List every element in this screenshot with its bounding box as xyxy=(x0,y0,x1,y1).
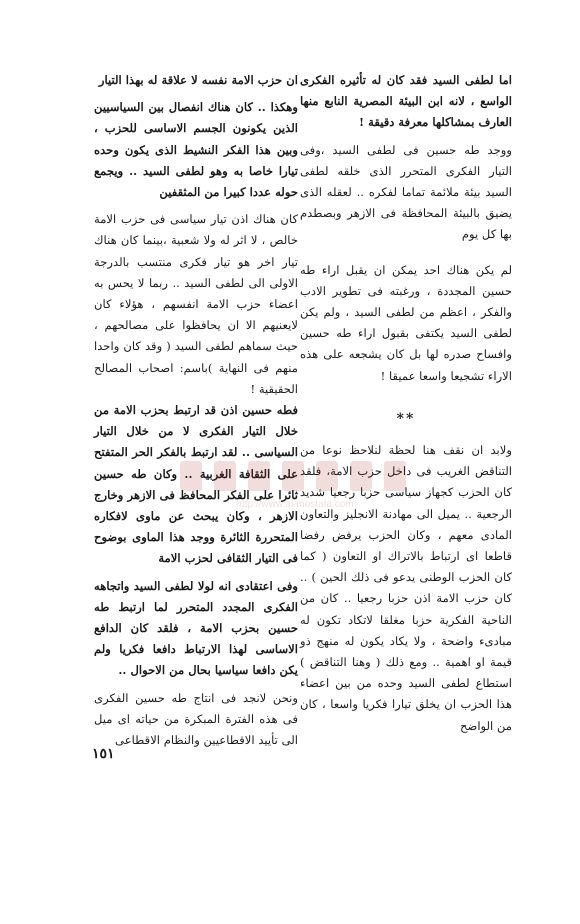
paragraph: فطه حسين اذن قد ارتبط بحزب الامة من خلال التيار الفكرى لا من خلال التيار السياسى .. لقد ارتبط بالفكر الحر المتفتح على الثقافة الغربية .. وكان طه حسين ثائرا على الفكر المحافظ فى الازهر وخارج الازهر ، وكان يبحث عن ماوى لافكاره المتحررة الثائرة ووجد هذا الماوى بوضوح فى التيار الثقافى لحزب الامة xyxy=(94,403,298,566)
paragraph: اما لطفى السيد فقد كان له تأثيره الفكرى الواسع ، لانه ابن البيئة المصرية النابع منها العارف بمشاكلها معرفة دقيقة ! xyxy=(300,73,512,130)
paragraph: كان هناك اذن تيار سياسى فى حزب الامة خالص ، لا اثر له ولا شعبية ،بينما كان هناك تيار اخر هو تيار فكرى منتسب بالدرجة الاولى الى لطفى السيد .. ربما لا يحس به اعضاء حزب الامة انفسهم ، هؤلاء كان لايعنيهم الا ان يحافظوا على مصالحهم ، حيث سماهم لطفى السيد ( وقد كان واحدا منهم فى النهاية )باسم: اصحاب المصالح الحقيقية ! xyxy=(94,212,298,396)
paragraph: ونحن لانجد فى انتاج طه حسين الفكرى فى هذه الفترة المبكرة من حياته اى ميل الى تأييد الاقطاعيين والنظام الاقطاعى xyxy=(94,690,298,748)
paragraph: ولابد ان نقف هنا لحظة لنلاحظ نوعا من التناقض الغريب فى داخل حزب الامة، فلقد كان الحزب كجهاز سياسى حزبا رجعيا شديد الرجعية .. يميل الى مهادنة الانجليز والتعاون المادى معهم ، وكان الحزب يرفض رفضا قاطعا اى ارتباط بالاتراك او التعاون ( كما كان الحزب الوطنى يدعو فى ذلك الحين ) .. كان حزب الامة اذن حزبا رجعيا .. كان من الناحية الفكرية حزبا مغلقا لاتكاد تكون له مبادىء واضحة ، ولا يكاد يكون له منهج ذو قيمة او اهمية .. ومع ذلك ( وهنا التناقض ) استطاع لطفى السيد وحده من بين اعضاء هذا الحزب ان يخلق تيارا فكريا واسعا ، كان من الواضح xyxy=(300,443,512,733)
section-separator: ** xyxy=(396,410,416,427)
paragraph: ان حزب الامة نفسه لا علاقة له بهذا التيار xyxy=(98,73,298,87)
paragraph: ووجد طه حسين فى لطفى السيد ،وفى التيار الفكرى المتحرر الذى خلقه لطفى السيد بيئة ملائمة تماما لفكره .. لعقله الذى يضيق بالبيئة المحافظة فى الازهر وبصطدم بها كل يوم xyxy=(300,142,512,242)
left-column xyxy=(94,70,298,751)
right-column xyxy=(300,70,512,743)
watermark-url: http://www.al-mostafa.com xyxy=(236,499,354,510)
paragraph: وفى اعتقادى انه لولا لطفى السيد واتجاهه الفكرى المجدد المتحرر لما ارتبط طه حسين بحزب الامة ، فلقد كان الدافع الاساسى لهذا الارتباط دافعا فكريا ولم يكن دافعا سياسيا بحال من الاحوال .. xyxy=(94,578,298,678)
page-number: ١٥١ xyxy=(92,746,115,762)
paragraph: لم يكن هناك احد يمكن ان يقبل اراء طه حسين المجددة ، ورغبته فى تطوير الادب والفكر ، اعظم من لطفى السيد ، ولم يكن لطفى السيد يكتفى بقبول اراء طه حسين وافساح صدره لها بل كان يشجعه على هذه الاراء تشجيعا واسعا عميقا ! xyxy=(300,262,512,383)
paragraph: وهكذا .. كان هناك انفصال بين السياسيين الذين يكونون الجسم الاساسى للحزب ، وبين هذا الفكر النشيط الذى يكون وحده تيارا خاصا به وهو لطفى السيد .. ويجمع حوله عددا كبيرا من المثقفين xyxy=(94,100,298,200)
